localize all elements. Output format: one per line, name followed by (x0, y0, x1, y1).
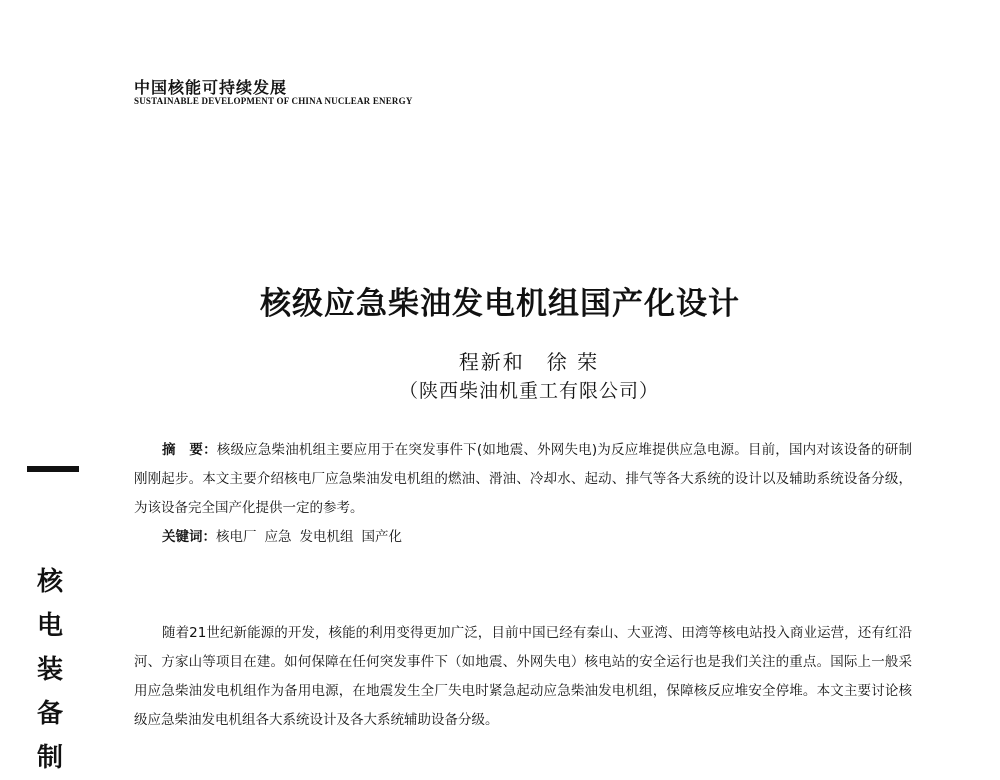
section-char: 电 (36, 611, 63, 641)
abstract (134, 436, 912, 523)
body-paragraph: 随着21世纪新能源的开发，核能的利用变得更加广泛，目前中国已经有秦山、大亚湾、田湾等核电站投入商业运营，还有红沿河、方家山等项目在建。如何保障在任何突发事件下（如地震、外网失电）核电站的安全运行也是我们关注的重点。国际上一般采用应急柴油发电机组作为备用电源，在地震发生全厂失电时紧急起动应急柴油发电机组，保障核反应堆安全停堆。本文主要讨论核级应急柴油发电机组各大系统设计及各大系统辅助设备分级。 (134, 625, 912, 728)
article-affiliation: （陕西柴油机重工有限公司） (398, 380, 659, 402)
keyword: 核电厂 (216, 529, 257, 545)
article-authors: 程新和 徐 荣 (458, 350, 600, 374)
section-char: 装 (36, 655, 63, 685)
keyword: 国产化 (361, 529, 402, 545)
journal-title-en: SUSTAINABLE DEVELOPMENT OF CHINA NUCLEAR ENERGY (134, 96, 413, 106)
section-char: 备 (36, 699, 63, 729)
section-label-vertical (30, 560, 70, 780)
keywords (162, 525, 410, 545)
abstract-label: 摘 要： (162, 442, 217, 458)
keyword: 发电机组 (299, 529, 354, 545)
section-char: 核 (36, 567, 63, 597)
article-title: 核级应急柴油发电机组国产化设计 (260, 286, 740, 322)
section-char: 制 (36, 743, 63, 773)
journal-title-cn: 中国核能可持续发展 (134, 78, 288, 97)
section-marker-bar (27, 466, 79, 472)
keywords-label: 关键词： (162, 529, 216, 545)
keyword: 应急 (264, 529, 292, 545)
abstract-text: 核级应急柴油机组主要应用于在突发事件下(如地震、外网失电)为反应堆提供应急电源。目前，国内对该设备的研制刚刚起步。本文主要介绍核电厂应急柴油发电机组的燃油、滑油、冷却水、起动、排气等各大系统的设计以及辅助系统设备分级，为该设备完全国产化提供一定的参考。 (134, 442, 912, 516)
